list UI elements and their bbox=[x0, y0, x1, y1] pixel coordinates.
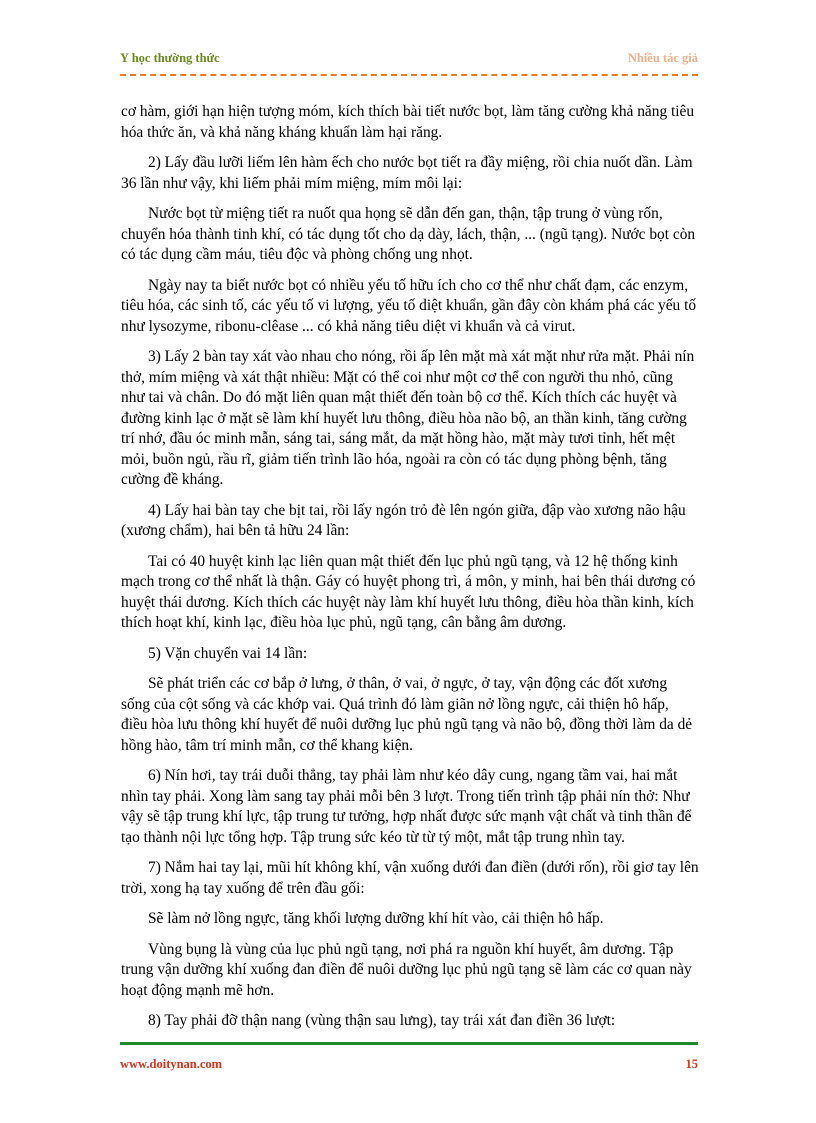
paragraph: 2) Lấy đầu lưỡi liếm lên hàm ếch cho nước bọt tiết ra đầy miệng, rồi chia nuốt dần. Làm 36 lần như vậy, khi liếm phải mím miệng, mím môi lại: bbox=[121, 154, 693, 192]
page-number: 15 bbox=[685, 1057, 698, 1071]
paragraph: 4) Lấy hai bàn tay che bịt tai, rồi lấy ngón trỏ đè lên ngón giữa, đập vào xương não hậu (xương chẩm), hai bên tả hữu 24 lần: bbox=[121, 501, 686, 539]
header-book-title: Y học thường thức bbox=[120, 51, 220, 65]
header-author: Nhiều tác giả bbox=[627, 51, 698, 65]
paragraph: 3) Lấy 2 bàn tay xát vào nhau cho nóng, rồi ấp lên mặt mà xát mặt như rửa mặt. Phải nín thở, mím miệng và xát thật nhiều: Mặt có thể coi như một cơ thể con người thu nhỏ, cũng như tai và chân. Do đó mặt liên quan mật thiết đến toàn bộ cơ thể. Kích thích các huyệt và đường kinh lạc ở mặt sẽ làm khí huyết lưu thông, điều hòa não bộ, an thần kinh, tăng cường trí nhớ, đầu óc minh mẫn, sáng tai, sáng mắt, da mặt hồng hào, mặt mày tươi tỉnh, hết mệt mỏi, buồn ngủ, rầu rĩ, giảm tiến trình lão hóa, ngoài ra còn có tác dụng phòng bệnh, tăng cường đề kháng. bbox=[121, 348, 695, 488]
paragraph: Tai có 40 huyệt kinh lạc liên quan mật thiết đến lục phủ ngũ tạng, và 12 hệ thống kinh mạch trong cơ thể nhất là thận. Gáy có huyệt phong trì, á môn, y minh, hai bên thái dương có huyệt thái dương. Kích thích các huyệt này làm khí huyết lưu thông, điều hòa thần kinh, kích thích hoạt khí, kinh lạc, điều hòa lục phủ, ngũ tạng, cân bằng âm dương. bbox=[121, 552, 696, 631]
paragraph: Sẽ phát triển các cơ bắp ở lưng, ở thân, ở vai, ở ngực, ở tay, vận động các đốt xương sống của cột sống và các khớp vai. Quá trình đó làm giãn nở lồng ngực, cải thiện hô hấp, điều hòa lưu thông khí huyết để nuôi dưỡng lục phủ ngũ tạng và não bộ, đồng thời làm da dẻ hồng hào, tâm trí minh mẫn, cơ thể khang kiện. bbox=[121, 675, 693, 754]
footer-divider bbox=[120, 1042, 698, 1045]
paragraph: Nước bọt từ miệng tiết ra nuốt qua họng sẽ dẫn đến gan, thận, tập trung ở vùng rốn, chuyển hóa thành tinh khí, có tác dụng tốt cho dạ dày, lách, thận, ... (ngũ tạng). Nước bọt còn có tác dụng cầm máu, tiêu độc và phòng chống ung nhọt. bbox=[121, 205, 696, 263]
page-header bbox=[120, 51, 698, 71]
paragraph: 8) Tay phải đỡ thận nang (vùng thận sau lưng), tay trái xát đan điền 36 lượt: bbox=[148, 1012, 616, 1029]
page-footer bbox=[120, 1057, 698, 1077]
paragraph: 7) Nắm hai tay lại, mũi hít không khí, vận xuống dưới đan điền (dưới rốn), rồi giơ tay lên trời, xong hạ tay xuống để trên đầu gối: bbox=[121, 859, 699, 897]
paragraph: Vùng bụng là vùng của lục phủ ngũ tạng, nơi phá ra nguồn khí huyết, âm dương. Tập trung vận dưỡng khí xuống đan điền để nuôi dưỡng lục phủ ngũ tạng sẽ làm các cơ quan này hoạt động mạnh mẽ hơn. bbox=[121, 940, 692, 999]
paragraph: 5) Vặn chuyển vai 14 lần: bbox=[148, 644, 308, 662]
paragraph: cơ hàm, giới hạn hiện tượng móm, kích thích bài tiết nước bọt, làm tăng cường khả năng tiêu hóa thức ăn, và khả năng kháng khuẩn làm hại răng. bbox=[121, 103, 695, 141]
paragraph: 6) Nín hơi, tay trái duỗi thẳng, tay phải làm như kéo dây cung, ngang tầm vai, hai mắt nhìn tay phải. Xong làm sang tay phải mỗi bên 3 lượt. Trong tiến trình tập phải nín thở: Như vậy sẽ tập trung khí lực, tập trung tư tưởng, hợp nhất được sức mạnh vật chất và tinh thần để tạo thành nội lực tổng hợp. Tập trung sức kéo từ từ tý một, mắt tập trung nhìn tay. bbox=[121, 767, 692, 846]
footer-website-link[interactable]: www.doitynan.com bbox=[120, 1057, 223, 1071]
paragraph: Sẽ làm nở lồng ngực, tăng khối lượng dưỡng khí hít vào, cải thiện hô hấp. bbox=[148, 910, 604, 927]
paragraph: Ngày nay ta biết nước bọt có nhiều yếu tố hữu ích cho cơ thể như chất đạm, các enzym, tiêu hóa, các sinh tố, các yếu tố vi lượng, yếu tố diệt khuẩn, gần đây còn khám phá các yếu tố như lysozyme, ribonu-clêase ... có khả năng tiêu diệt vi khuẩn và cả virut. bbox=[121, 276, 697, 335]
header-divider bbox=[120, 74, 698, 76]
body-text bbox=[121, 102, 699, 1042]
